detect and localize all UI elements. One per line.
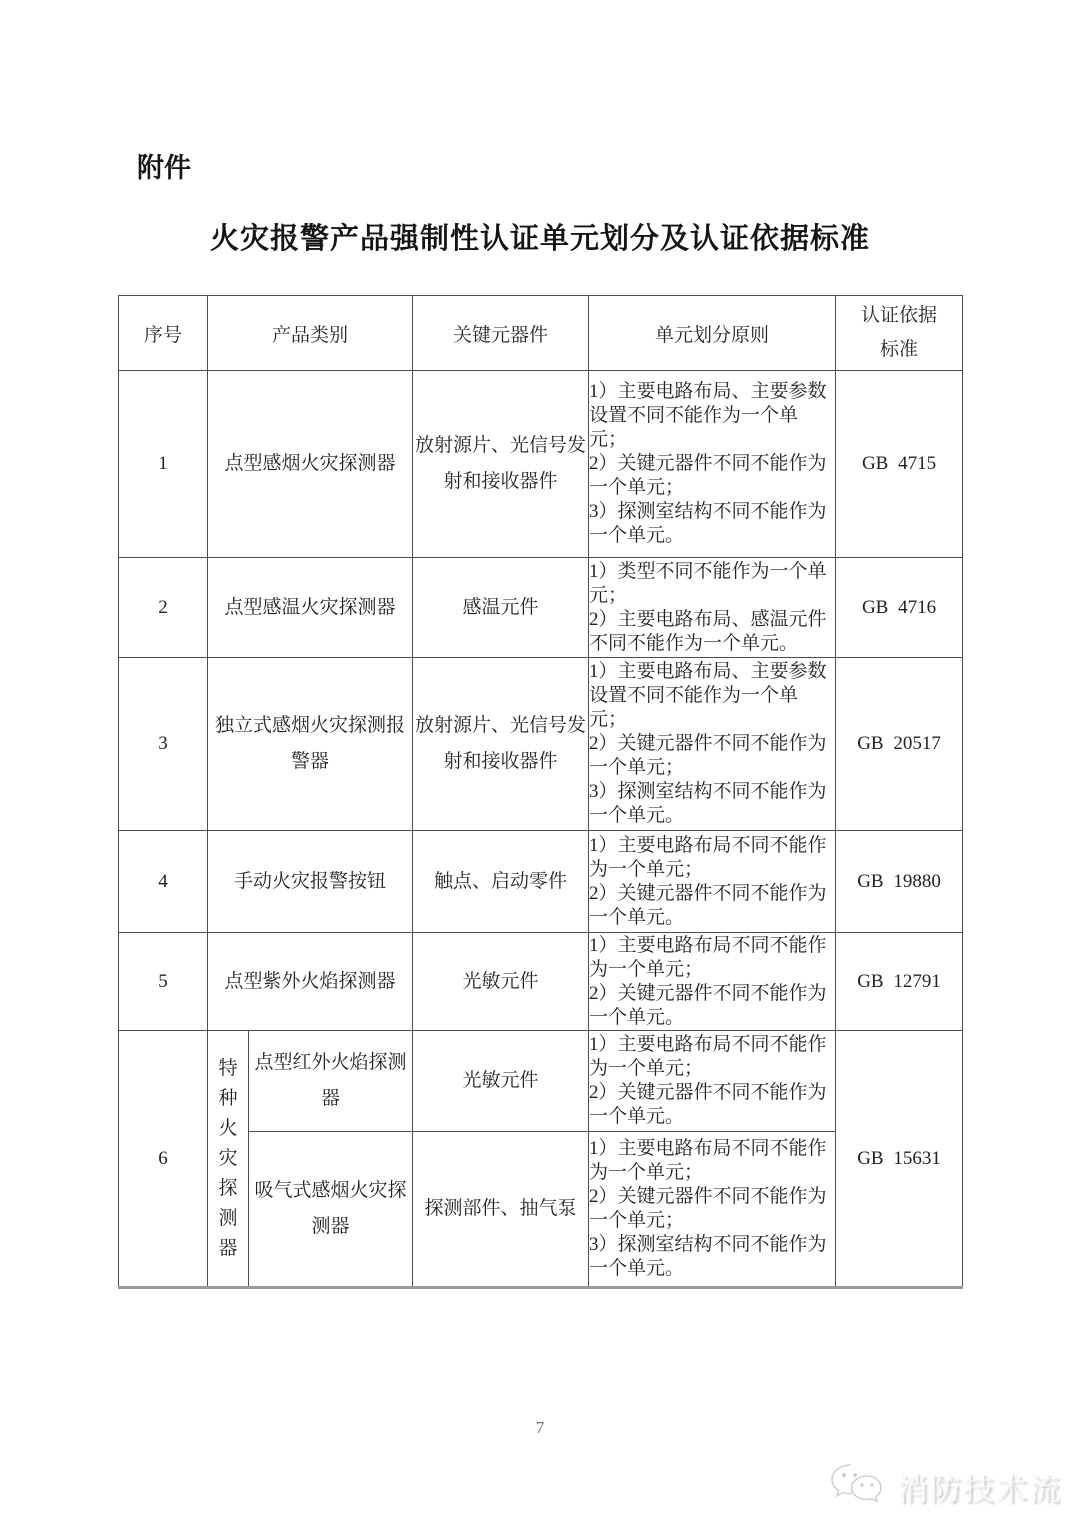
certification-table xyxy=(118,295,963,1289)
row-category: 独立式感烟火灾探测报警器 xyxy=(208,658,413,831)
header-category: 产品类别 xyxy=(208,296,413,371)
row-category: 手动火灾报警按钮 xyxy=(208,831,413,933)
group-vertical-label-text: 特种火灾探测器 xyxy=(218,1057,238,1259)
header-index: 序号 xyxy=(119,296,208,371)
table-header-row xyxy=(119,296,963,371)
row-index: 3 xyxy=(119,658,208,831)
header-components: 关键元器件 xyxy=(413,296,589,371)
page-title: 火灾报警产品强制性认证单元划分及认证依据标准 xyxy=(209,223,870,255)
row-standard: GB 20517 xyxy=(836,658,963,831)
row-principles xyxy=(589,558,836,658)
principle-item: 3）探测室结构不同不能作为一个单元。 xyxy=(589,781,827,826)
row-components: 光敏元件 xyxy=(413,933,589,1031)
header-standard-line1: 认证依据 xyxy=(861,305,938,326)
header-standard xyxy=(836,296,963,371)
attachment-label: 附件 xyxy=(137,153,191,183)
row-principles xyxy=(589,933,836,1031)
row-category: 吸气式感烟火灾探测器 xyxy=(249,1132,413,1288)
principle-item: 1）主要电路布局、主要参数设置不同不能作为一个单元； xyxy=(589,381,827,450)
row-standard: GB 4716 xyxy=(836,558,963,658)
table-row-group-first xyxy=(119,1031,963,1132)
principle-item: 2）关键元器件不同不能作为一个单元。 xyxy=(589,1082,827,1127)
row-index: 4 xyxy=(119,831,208,933)
row-principles xyxy=(589,1132,836,1288)
row-standard: GB 4715 xyxy=(836,371,963,558)
row-index: 2 xyxy=(119,558,208,658)
row-category: 点型感烟火灾探测器 xyxy=(208,371,413,558)
row-principles xyxy=(589,1031,836,1132)
principle-item: 2）主要电路布局、感温元件不同不能作为一个单元。 xyxy=(589,608,827,654)
principle-item: 3）探测室结构不同不能作为一个单元。 xyxy=(589,1234,827,1279)
principle-item: 2）关键元器件不同不能作为一个单元。 xyxy=(589,982,827,1028)
row-principles xyxy=(589,371,836,558)
principle-item: 2）关键元器件不同不能作为一个单元； xyxy=(589,733,827,778)
principle-item: 1）主要电路布局不同不能作为一个单元； xyxy=(589,1034,827,1079)
table-row xyxy=(119,933,963,1031)
table-row xyxy=(119,658,963,831)
principle-item: 1）主要电路布局、主要参数设置不同不能作为一个单元； xyxy=(589,661,827,730)
row-components: 探测部件、抽气泵 xyxy=(413,1132,589,1288)
principle-item: 2）关键元器件不同不能作为一个单元。 xyxy=(589,882,827,928)
row-index: 1 xyxy=(119,371,208,558)
row-index: 6 xyxy=(119,1031,208,1288)
row-category: 点型紫外火焰探测器 xyxy=(208,933,413,1031)
principle-item: 3）探测室结构不同不能作为一个单元。 xyxy=(589,501,827,546)
table-row xyxy=(119,831,963,933)
row-components: 放射源片、光信号发射和接收器件 xyxy=(413,658,589,831)
wechat-logo-icon xyxy=(827,1462,889,1511)
header-standard-line2: 标准 xyxy=(880,339,919,360)
row-components: 光敏元件 xyxy=(413,1031,589,1132)
watermark xyxy=(827,1462,1062,1511)
table-row xyxy=(119,558,963,658)
row-principles xyxy=(589,831,836,933)
principle-item: 2）关键元器件不同不能作为一个单元； xyxy=(589,1186,827,1231)
principle-item: 1）主要电路布局不同不能作为一个单元； xyxy=(589,1138,827,1183)
header-principle: 单元划分原则 xyxy=(589,296,836,371)
row-standard: GB 12791 xyxy=(836,933,963,1031)
row-components: 触点、启动零件 xyxy=(413,831,589,933)
principle-item: 1）主要电路布局不同不能作为一个单元； xyxy=(589,834,827,880)
principle-item: 2）关键元器件不同不能作为一个单元； xyxy=(589,453,827,498)
principle-item: 1）主要电路布局不同不能作为一个单元； xyxy=(589,934,827,980)
group-vertical-label xyxy=(208,1031,249,1288)
table-row xyxy=(119,371,963,558)
row-category: 点型红外火焰探测器 xyxy=(249,1031,413,1132)
row-standard: GB 19880 xyxy=(836,831,963,933)
principle-item: 1）类型不同不能作为一个单元； xyxy=(589,560,827,606)
row-index: 5 xyxy=(119,933,208,1031)
row-components: 放射源片、光信号发射和接收器件 xyxy=(413,371,589,558)
row-principles xyxy=(589,658,836,831)
page-number: 7 xyxy=(535,1418,545,1437)
watermark-text: 消防技术流 xyxy=(897,1472,1062,1507)
row-components: 感温元件 xyxy=(413,558,589,658)
row-standard: GB 15631 xyxy=(836,1031,963,1288)
row-category: 点型感温火灾探测器 xyxy=(208,558,413,658)
